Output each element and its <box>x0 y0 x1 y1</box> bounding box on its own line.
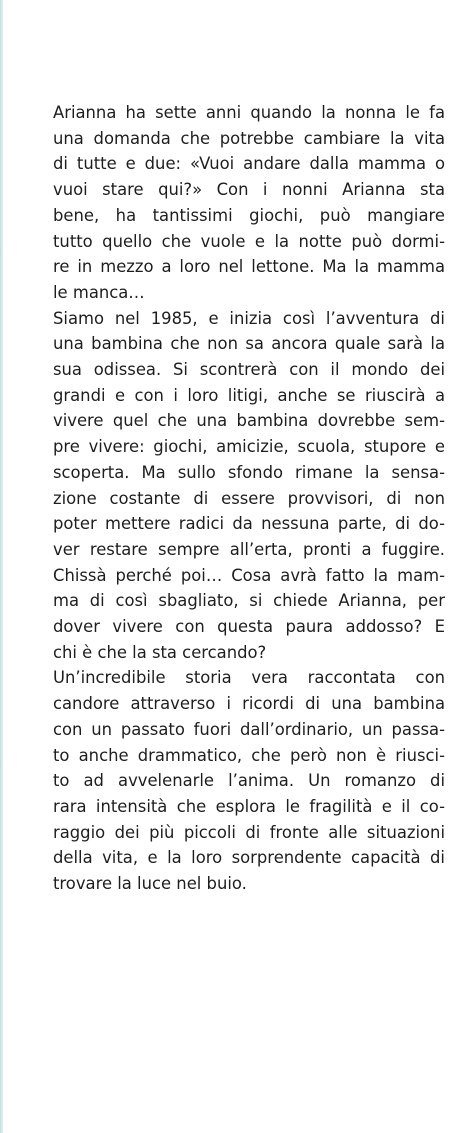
synopsis-line: Chissà perché poi… Cosa avrà fatto la mam- <box>53 565 445 585</box>
synopsis-line: con un passato fuori dall’ordinario, un passa- <box>53 719 445 739</box>
synopsis-line: zione costante di essere provvisori, di non <box>53 488 445 508</box>
synopsis-line: di tutte e due: «Vuoi andare dalla mamma o <box>53 154 445 174</box>
synopsis-line: dover vivere con questa paura addosso? E <box>53 617 445 637</box>
synopsis-line: sua odissea. Si scontrerà con il mondo dei <box>53 360 445 380</box>
synopsis-line: grandi e con i loro litigi, anche se riuscirà a <box>53 385 445 405</box>
synopsis-line: bene, ha tantissimi giochi, può mangiare <box>53 205 445 225</box>
synopsis-line: una bambina che non sa ancora quale sarà la <box>53 334 445 354</box>
synopsis-line: Arianna ha sette anni quando la nonna le fa <box>53 103 445 122</box>
synopsis-line: ver restare sempre all’erta, pronti a fuggire. <box>53 539 445 559</box>
synopsis-line: le manca… <box>53 282 145 302</box>
synopsis-text-block <box>53 100 445 897</box>
synopsis-line: vivere quel che una bambina dovrebbe sem- <box>53 411 445 431</box>
synopsis-line: raggio dei più piccoli di fronte alle situazioni <box>53 822 445 842</box>
synopsis-line: tutto quello che vuole e la notte può dormi- <box>53 231 445 251</box>
synopsis-line: rara intensità che esplora le fragilità e il co- <box>53 796 445 816</box>
synopsis-line: chi è che la sta cercando? <box>53 642 267 662</box>
synopsis-line: to anche drammatico, che però non è riusci- <box>53 745 445 765</box>
synopsis-line: pre vivere: giochi, amicizie, scuola, stupore e <box>53 437 445 457</box>
synopsis-line: vuoi stare qui?» Con i nonni Arianna sta <box>53 180 445 200</box>
synopsis-line: poter mettere radici da nessuna parte, di do- <box>53 514 445 534</box>
synopsis-line: ma di così sbagliato, si chiede Arianna, per <box>53 591 445 611</box>
synopsis-line: trovare la luce nel buio. <box>53 874 247 894</box>
synopsis-line: candore attraverso i ricordi di una bambina <box>53 694 445 714</box>
synopsis-line: scoperta. Ma sullo sfondo rimane la sensa- <box>53 462 445 482</box>
synopsis-line: Siamo nel 1985, e inizia così l’avventura di <box>53 308 445 328</box>
synopsis-line: to ad avvelenarle l’anima. Un romanzo di <box>53 771 445 791</box>
synopsis-line: Un’incredibile storia vera raccontata con <box>53 668 445 688</box>
cover-edge-strip <box>0 0 3 1133</box>
synopsis-line: re in mezzo a loro nel lettone. Ma la mamma <box>53 257 445 277</box>
synopsis-line: della vita, e la loro sorprendente capacità di <box>53 848 445 868</box>
synopsis-line: una domanda che potrebbe cambiare la vita <box>53 128 445 148</box>
